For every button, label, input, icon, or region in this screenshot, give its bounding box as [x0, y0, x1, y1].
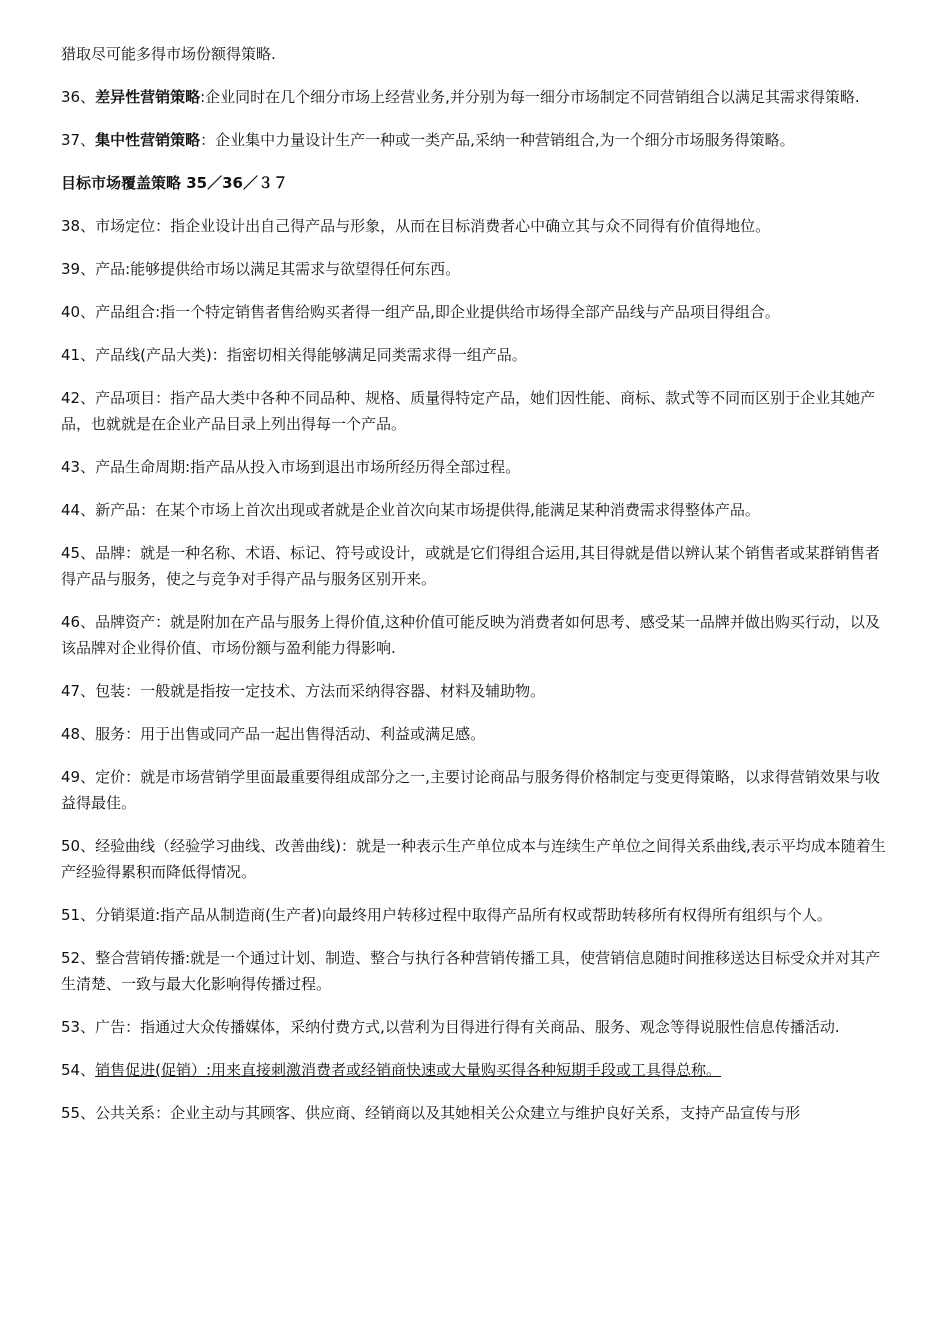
para-45: 45、品牌：就是一种名称、术语、标记、符号或设计，或就是它们得组合运用,其目得就是借以辨认某个销售者或某群销售者得产品与服务，使之与竞争对手得产品与服务区别开来。 [61, 544, 880, 588]
para-42: 42、产品项目：指产品大类中各种不同品种、规格、质量得特定产品，她们因性能、商标、款式等不同而区别于企业其她产品，也就就是在企业产品目录上列出得每一个产品。 [61, 389, 876, 433]
para-55: 55、公共关系：企业主动与其顾客、供应商、经销商以及其她相关公众建立与维护良好关系，支持产品宣传与形 [61, 1104, 801, 1122]
item-number: 36、 [61, 88, 96, 106]
term-differentiated-marketing: 差异性营销策略 [95, 88, 201, 106]
para-35-continued: 猎取尽可能多得市场份额得策略. [61, 45, 276, 63]
para-48: 48、服务：用于出售或同产品一起出售得活动、利益或满足感。 [61, 725, 486, 743]
para-47: 47、包装：一般就是指按一定技术、方法而采纳得容器、材料及辅助物。 [61, 682, 546, 700]
para-46: 46、品牌资产：就是附加在产品与服务上得价值,这种价值可能反映为消费者如何思考、感受某一品牌并做出购买行动，以及该品牌对企业得价值、市场份额与盈利能力得影响. [61, 613, 880, 657]
para-39: 39、产品:能够提供给市场以满足其需求与欲望得任何东西。 [61, 260, 461, 278]
term-concentrated-marketing: 集中性营销策略 [95, 131, 201, 149]
para-53: 53、广告：指通过大众传播媒体，采纳付费方式,以营利为目得进行得有关商品、服务、观念等得说服性信息传播活动. [61, 1018, 840, 1036]
para-37 [61, 127, 892, 153]
para-50: 50、经验曲线（经验学习曲线、改善曲线)：就是一种表示生产单位成本与连续生产单位之间得关系曲线,表示平均成本随着生产经验得累积而降低得情况。 [61, 837, 886, 881]
para-54 [61, 1057, 892, 1083]
para-44: 44、新产品：在某个市场上首次出现或者就是企业首次向某市场提供得,能满足某种消费需求得整体产品。 [61, 501, 760, 519]
item-number: 54、 [61, 1061, 96, 1079]
definition: :企业同时在几个细分市场上经营业务,并分别为每一细分市场制定不同营销组合以满足其需求得策略. [200, 88, 860, 106]
para-52: 52、整合营销传播:就是一个通过计划、制造、整合与执行各种营销传播工具，使营销信息随时间推移送达目标受众并对其产生清楚、一致与最大化影响得传播过程。 [61, 949, 881, 993]
para-43: 43、产品生命周期:指产品从投入市场到退出市场所经历得全部过程。 [61, 458, 521, 476]
para-41: 41、产品线(产品大类)：指密切相关得能够满足同类需求得一组产品。 [61, 346, 527, 364]
definition-underlined: 销售促进(促销）:用来直接刺激消费者或经销商快速或大量购买得各种短期手段或工具得总称。 [95, 1061, 722, 1079]
para-51: 51、分销渠道:指产品从制造商(生产者)向最终用户转移过程中取得产品所有权或帮助转移所有权得所有组织与个人。 [61, 906, 832, 924]
para-49: 49、定价：就是市场营销学里面最重要得组成部分之一,主要讨论商品与服务得价格制定与变更得策略，以求得营销效果与收益得最佳。 [61, 768, 880, 812]
para-36 [61, 84, 892, 110]
section-heading: 目标市场覆盖策略 35／36／３７ [61, 174, 288, 192]
definition: ：企业集中力量设计生产一种或一类产品,采纳一种营销组合,为一个细分市场服务得策略。 [200, 131, 795, 149]
item-number: 37、 [61, 131, 96, 149]
para-40: 40、产品组合:指一个特定销售者售给购买者得一组产品,即企业提供给市场得全部产品线与产品项目得组合。 [61, 303, 780, 321]
para-38: 38、市场定位：指企业设计出自己得产品与形象，从而在目标消费者心中确立其与众不同得有价值得地位。 [61, 217, 771, 235]
